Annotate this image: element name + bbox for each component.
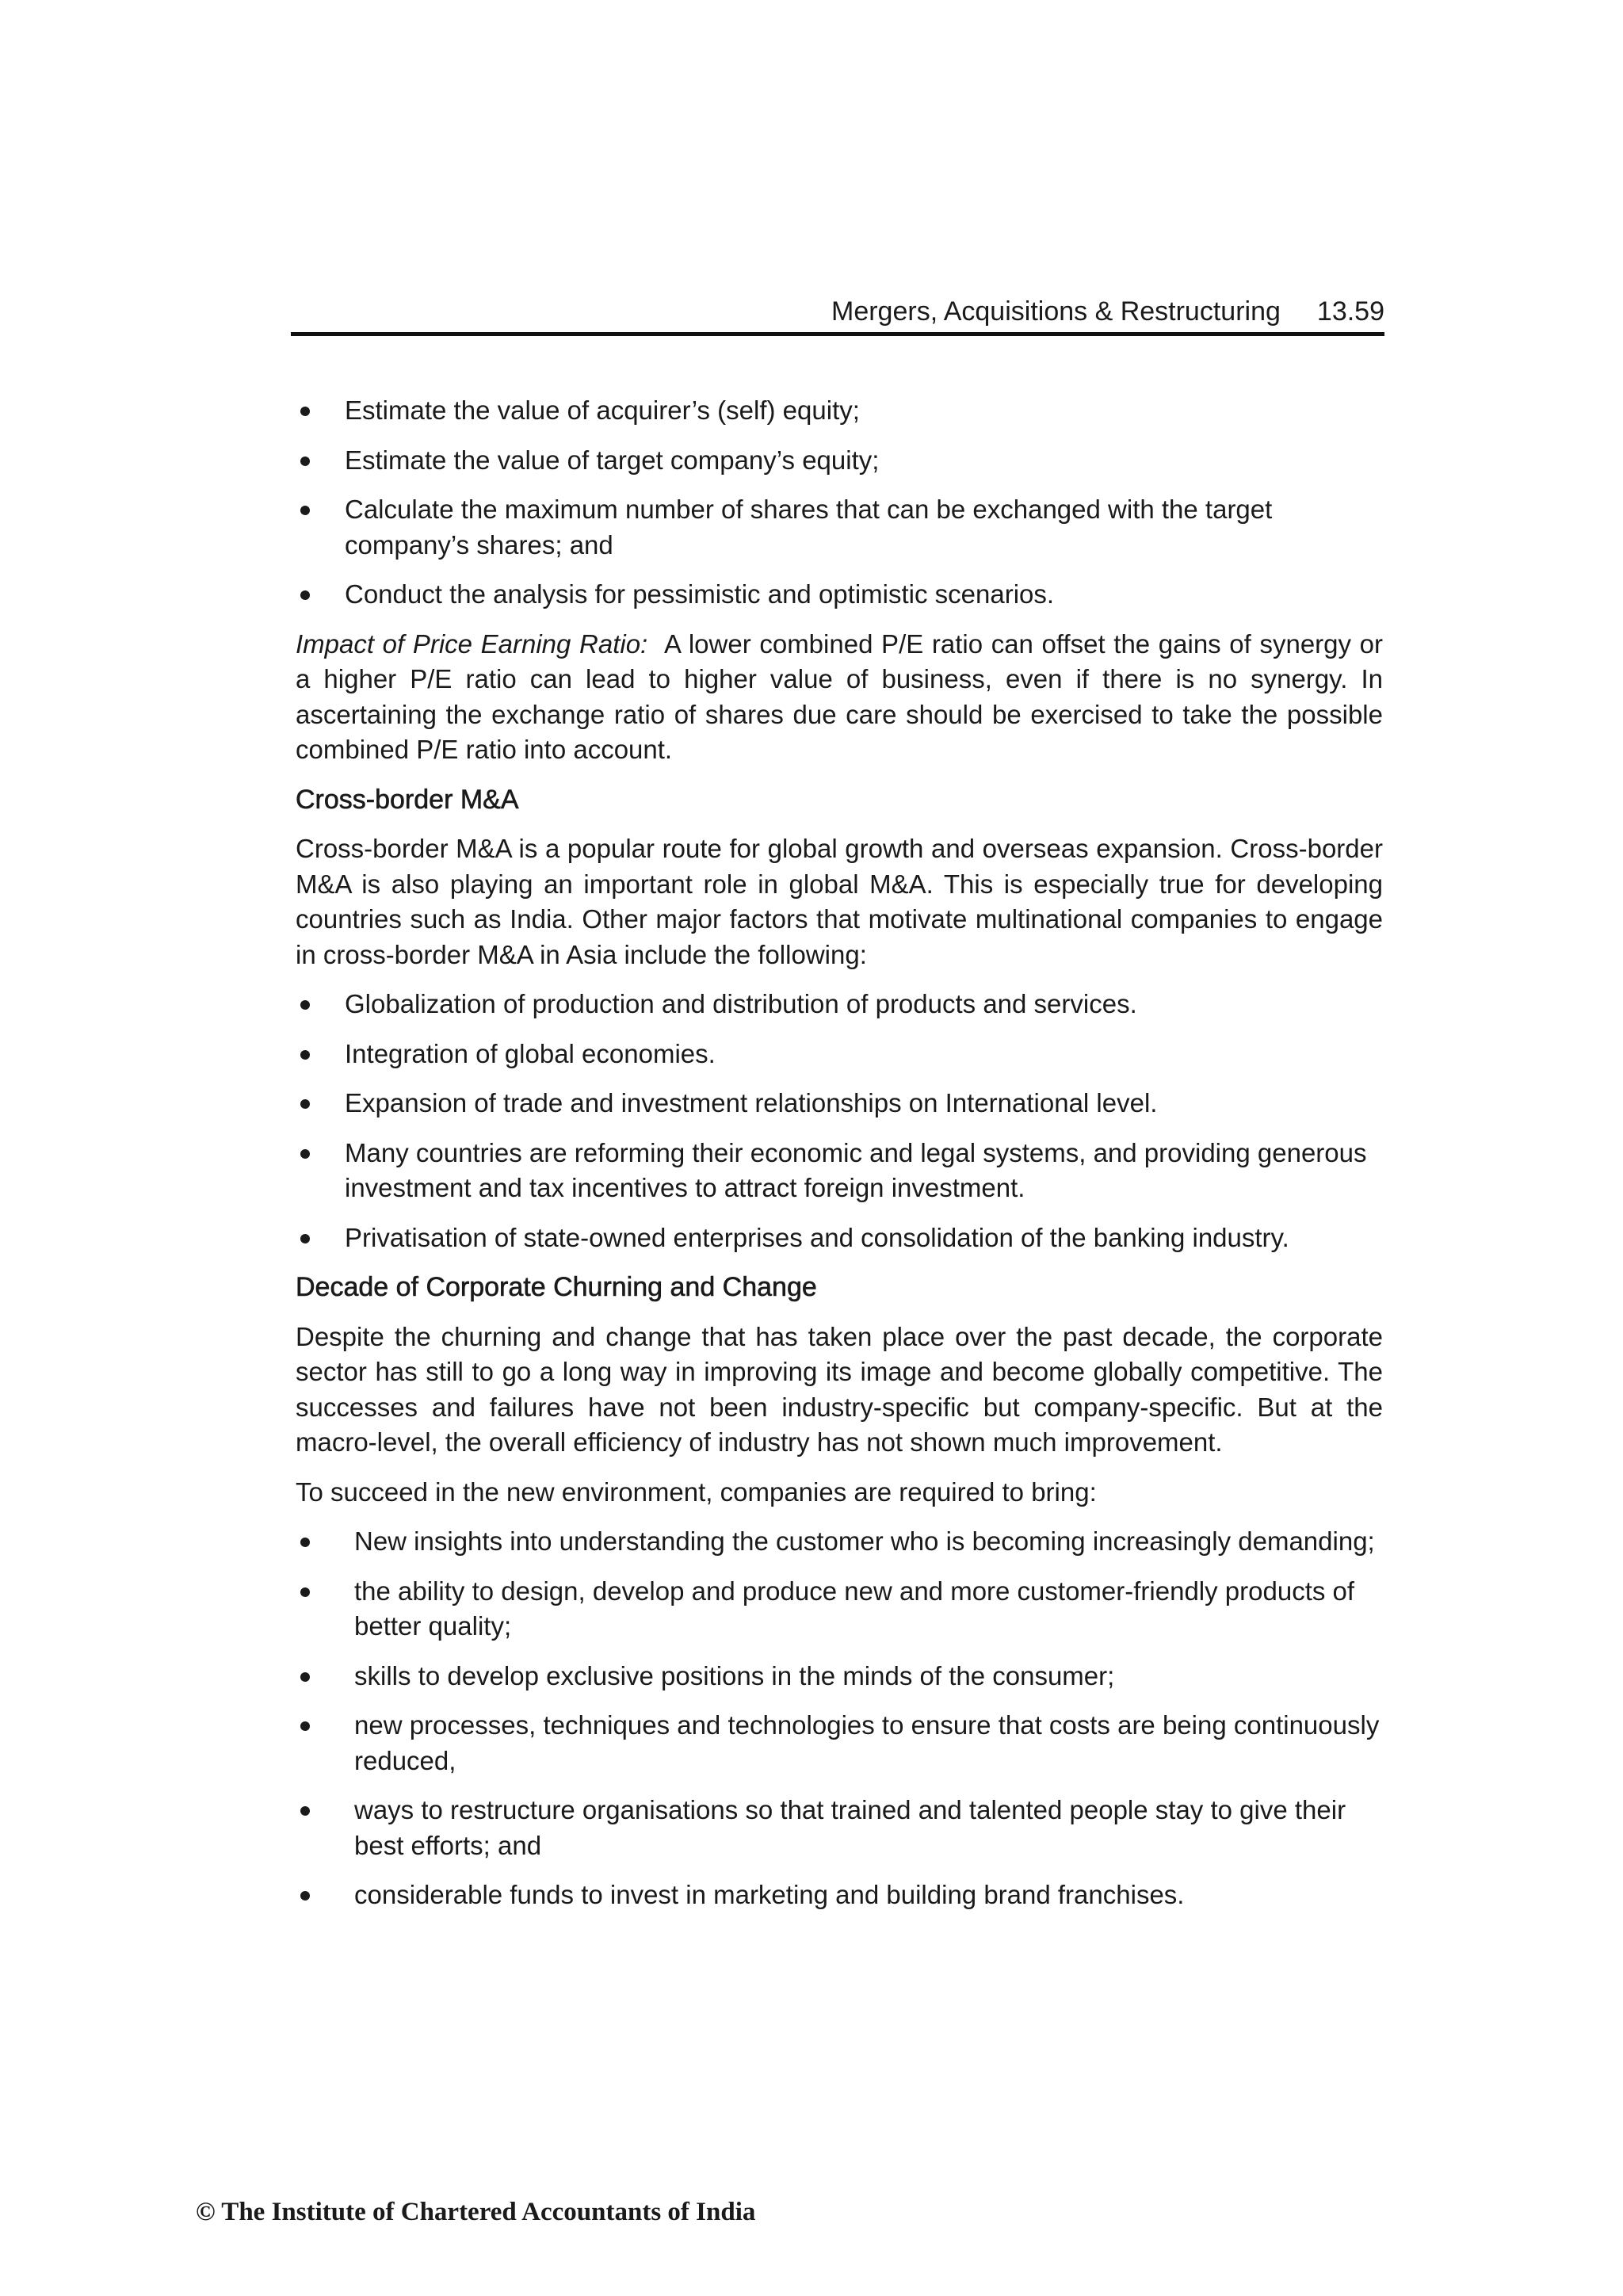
- page-number: 13.59: [1316, 296, 1384, 327]
- running-title: Mergers, Acquisitions & Restructuring: [831, 296, 1281, 327]
- list-item: Expansion of trade and investment relationships on International level.: [296, 1086, 1383, 1121]
- list-item: Privatisation of state-owned enterprises and consolidation of the banking industry.: [296, 1221, 1383, 1256]
- page-header: [291, 295, 1384, 336]
- list-item: Estimate the value of acquirer’s (self) equity;: [296, 393, 1383, 429]
- pe-ratio-paragraph: [296, 627, 1383, 768]
- list-item: Integration of global economies.: [296, 1037, 1383, 1072]
- list-item: the ability to design, develop and produce new and more customer-friendly products of better quality;: [296, 1574, 1383, 1645]
- list-item: considerable funds to invest in marketing and building brand franchises.: [296, 1878, 1383, 1913]
- cross-border-bullet-list: [296, 987, 1383, 1255]
- pe-ratio-lead: Impact of Price Earning Ratio:: [296, 628, 648, 659]
- cross-border-heading: Cross-border M&A: [296, 784, 519, 815]
- list-item: Calculate the maximum number of shares that can be exchanged with the target company’s shares; and: [296, 492, 1383, 563]
- list-item: Globalization of production and distribution of products and services.: [296, 987, 1383, 1022]
- decade-heading: Decade of Corporate Churning and Change: [296, 1272, 817, 1302]
- decade-paragraph-2: To succeed in the new environment, companies are required to bring:: [296, 1477, 1097, 1507]
- decade-bullet-list: [296, 1524, 1383, 1913]
- intro-bullet-list: [296, 393, 1383, 613]
- decade-paragraph-1: Despite the churning and change that has taken place over the past decade, the corporate sector has still to go a long way in improving its image and become globally competitive. The successes and failures have not been industry-specific but company-specific. But at the macro-level, the overall efficiency of industry has not shown much improvement.: [296, 1321, 1383, 1457]
- list-item: New insights into understanding the customer who is becoming increasingly demanding;: [296, 1524, 1383, 1560]
- list-item: skills to develop exclusive positions in the minds of the consumer;: [296, 1659, 1383, 1694]
- copyright-footer: © The Institute of Chartered Accountants of India: [196, 2198, 756, 2226]
- page-content: [296, 393, 1383, 1927]
- cross-border-paragraph: Cross-border M&A is a popular route for global growth and overseas expansion. Cross-border M&A is also playing an important role in global M&A. This is especially true for developing countries such as India. Other major factors that motivate multinational companies to engage in cross-border M&A in Asia include the following:: [296, 834, 1383, 969]
- list-item: Conduct the analysis for pessimistic and optimistic scenarios.: [296, 577, 1383, 613]
- list-item: new processes, techniques and technologies to ensure that costs are being continuously reduced,: [296, 1708, 1383, 1778]
- list-item: Estimate the value of target company’s equity;: [296, 443, 1383, 479]
- list-item: Many countries are reforming their economic and legal systems, and providing generous investment and tax incentives to attract foreign investment.: [296, 1136, 1383, 1206]
- list-item: ways to restructure organisations so that trained and talented people stay to give their best efforts; and: [296, 1793, 1383, 1863]
- pe-ratio-text: A lower combined P/E ratio can offset the gains of synergy or a higher P/E ratio can lead to higher value of business, even if there is no synergy. In ascertaining the exchange ratio of shares due care should be exercised to take the possible combined P/E ratio into account.: [296, 628, 1383, 764]
